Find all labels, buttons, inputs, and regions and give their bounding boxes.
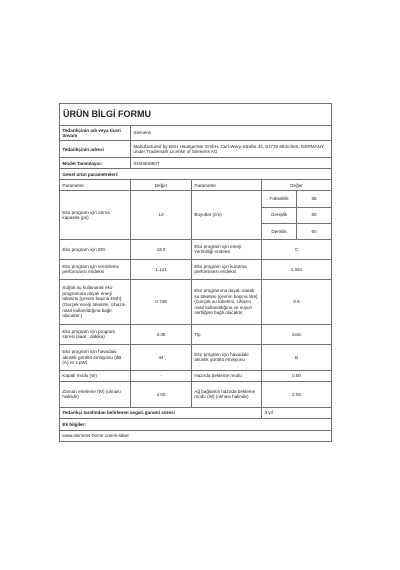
off-mode-value: - [131,370,192,381]
dimensions-label: Boyutlar (cm) [192,191,262,240]
warranty-value: 3 yıl [262,407,332,418]
address-value: Manufactured by BSH Hausgeräte GmbH, Carl-Wery-Straße 34, 81739 München, GERMANY under Trademark License of Siemens AG [131,141,332,158]
model-label: Model Tanımlayıcı [60,158,131,169]
standby-mode-value: 0.50 [262,370,332,381]
water-consumption-label: Eko programına dayalı olarak su tüketimi [çevrim başına litre] (Gerçek su tüketimi, cihazın nasıl kullanıldığına ve suyun sertliğine bağlı olacaktır. [192,279,262,324]
noise-class-label: Eko program için havadaki akustik gürültü emisyonu [192,344,262,370]
form-title: ÜRÜN BİLGİ FORMU [60,104,332,126]
type-label: Tip [192,324,262,344]
depth-value: 60 [297,223,332,239]
col-header-parameter-2: Parametre [192,180,262,191]
delay-start-value: 4.00 [131,381,192,407]
noise-emission-label: Eko program için havadaki akustik gürültü emisyonu (dB (A) re 1 pW) [60,344,131,370]
col-header-value-1: Değer [131,180,192,191]
standby-mode-label: Hazırda bekleme modu [192,370,262,381]
capacity-label: Eko program için anma kapasite (ps) [60,191,131,240]
drying-index-value: 1.061 [262,259,332,279]
model-value: SN25E8I60T [131,158,332,169]
water-consumption-value: 9.5 [262,279,332,324]
width-value: 60 [297,207,332,223]
warranty-label: Tedarikçi tarafından belirlenen asgari garanti süresi [60,407,262,418]
energy-class-label: Eko program için enerji verimliliği endeksi [192,239,262,259]
program-duration-value: 4:35 [131,324,192,344]
product-info-table [59,103,332,442]
program-duration-label: Eko program için program süresi (saat : dakika) [60,324,131,344]
cleaning-index-value: 1.121 [131,259,192,279]
height-label: Yükseklik [262,191,297,207]
depth-label: Derinlik [262,223,297,239]
supplier-value: Siemens [131,126,332,141]
noise-emission-value: 44 [131,344,192,370]
product-info-sheet [59,103,331,442]
cleaning-index-label: Eko program için temizleme performansı endeksi [60,259,131,279]
height-value: 85 [297,191,332,207]
off-mode-label: Kapalı modu (W) [60,370,131,381]
extra-info-header: Ek bilgiler: [60,418,332,430]
extra-info-link[interactable]: www.siemens-home.com/e-label [60,430,332,441]
energy-consumption-value: 0.736 [131,279,192,324]
eei-value: 43.9 [131,239,192,259]
col-header-parameter-1: Parametre [60,180,131,191]
delay-start-label: Zaman erteleme (W) (olması halinde) [60,381,131,407]
eei-label: Eko program için EEI [60,239,131,259]
drying-index-label: Eko program için kurutma performansı endeksi [192,259,262,279]
width-label: Genişlik [262,207,297,223]
col-header-value-2: Değer [262,180,332,191]
networked-standby-value: 2.00 [262,381,332,407]
energy-class-value: C [262,239,332,259]
networked-standby-label: Ağ bağlantılı hazırda bekleme modu (W) (olması halinde) [192,381,262,407]
type-value: Solo [262,324,332,344]
noise-class-value: B [262,344,332,370]
supplier-label: Tedarikçinin adı veya ticari ünvanı [60,126,131,141]
general-params-header: Genel ürün parametreleri: [60,169,332,180]
address-label: Tedarikçinin adresi [60,141,131,158]
energy-consumption-label: Soğuk su kullanarak eko programına dayalı enerji tüketimi [çevrim başına kWh] (Gerçek enerji tüketimi, cihazın nasıl kullanıldığına bağlı olacaktır.) [60,279,131,324]
capacity-value: 13 [131,191,192,240]
